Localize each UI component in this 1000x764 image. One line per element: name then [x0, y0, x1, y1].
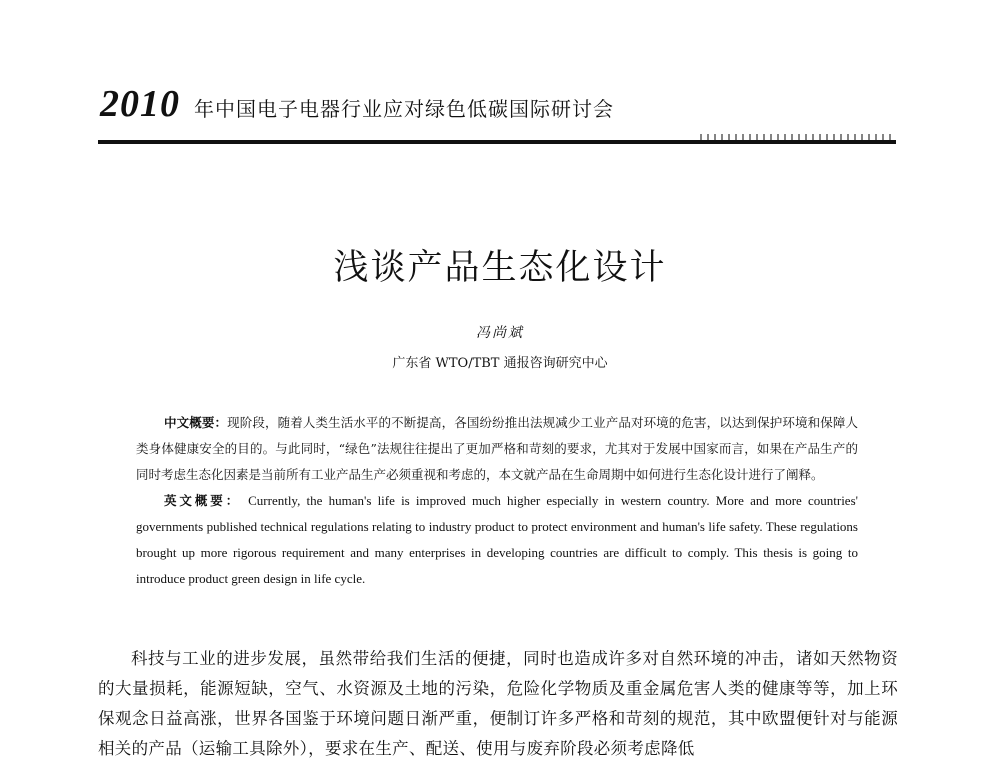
body-paragraph: 科技与工业的进步发展，虽然带给我们生活的便捷，同时也造成许多对自然环境的冲击，诸如天然物资的大量损耗，能源短缺，空气、水资源及土地的污染，危险化学物质及重金属危害人类的健康等等，加上环保观念日益高涨，世界各国鉴于环境问题日渐严重，便制订许多严格和苛刻的规范，其中欧盟便针对与能源相关的产品（运输工具除外），要求在生产、配送、使用与废弃阶段必须考虑降低	[98, 649, 898, 758]
abstract-cn	[136, 410, 858, 488]
conference-header	[100, 82, 900, 126]
article-title: 浅谈产品生态化设计	[333, 248, 667, 288]
abstract-cn-label: 中文概要：	[164, 415, 228, 430]
abstract-cn-text: 现阶段，随着人类生活水平的不断提高，各国纷纷推出法规减少工业产品对环境的危害，以达到保护环境和保障人类身体健康安全的目的。与此同时，“绿色”法规往往提出了更加严格和苛刻的要求，尤其对于发展中国家而言，如果在产品生产的同时考虑生态化因素是当前所有工业产品生产必须重视和考虑的，本文就产品在生命周期中如何进行生态化设计进行了阐释。	[136, 415, 858, 482]
abstract-block	[136, 410, 858, 592]
article-affiliation: 广东省 WTO/TBT 通报咨询研究中心	[392, 356, 608, 371]
article-author: 冯尚斌	[476, 325, 524, 341]
abstract-en	[136, 488, 858, 592]
body-text	[98, 644, 898, 764]
header-rule	[98, 140, 896, 144]
conference-year: 2010	[100, 83, 180, 125]
abstract-en-text: Currently, the human's life is improved much higher especially in western country. More and more countries' governments published technical regulations relating to industry product to protect environment and human's life safety. These regulations brought up more rigorous requirement and many enterprises in developing countries are difficult to comply. This thesis is going to introduce product green design in life cycle.	[136, 493, 858, 586]
header-rule-texture	[700, 134, 896, 140]
abstract-en-label: 英文概要：	[164, 493, 242, 508]
conference-name: 年中国电子电器行业应对绿色低碳国际研讨会	[194, 97, 614, 121]
